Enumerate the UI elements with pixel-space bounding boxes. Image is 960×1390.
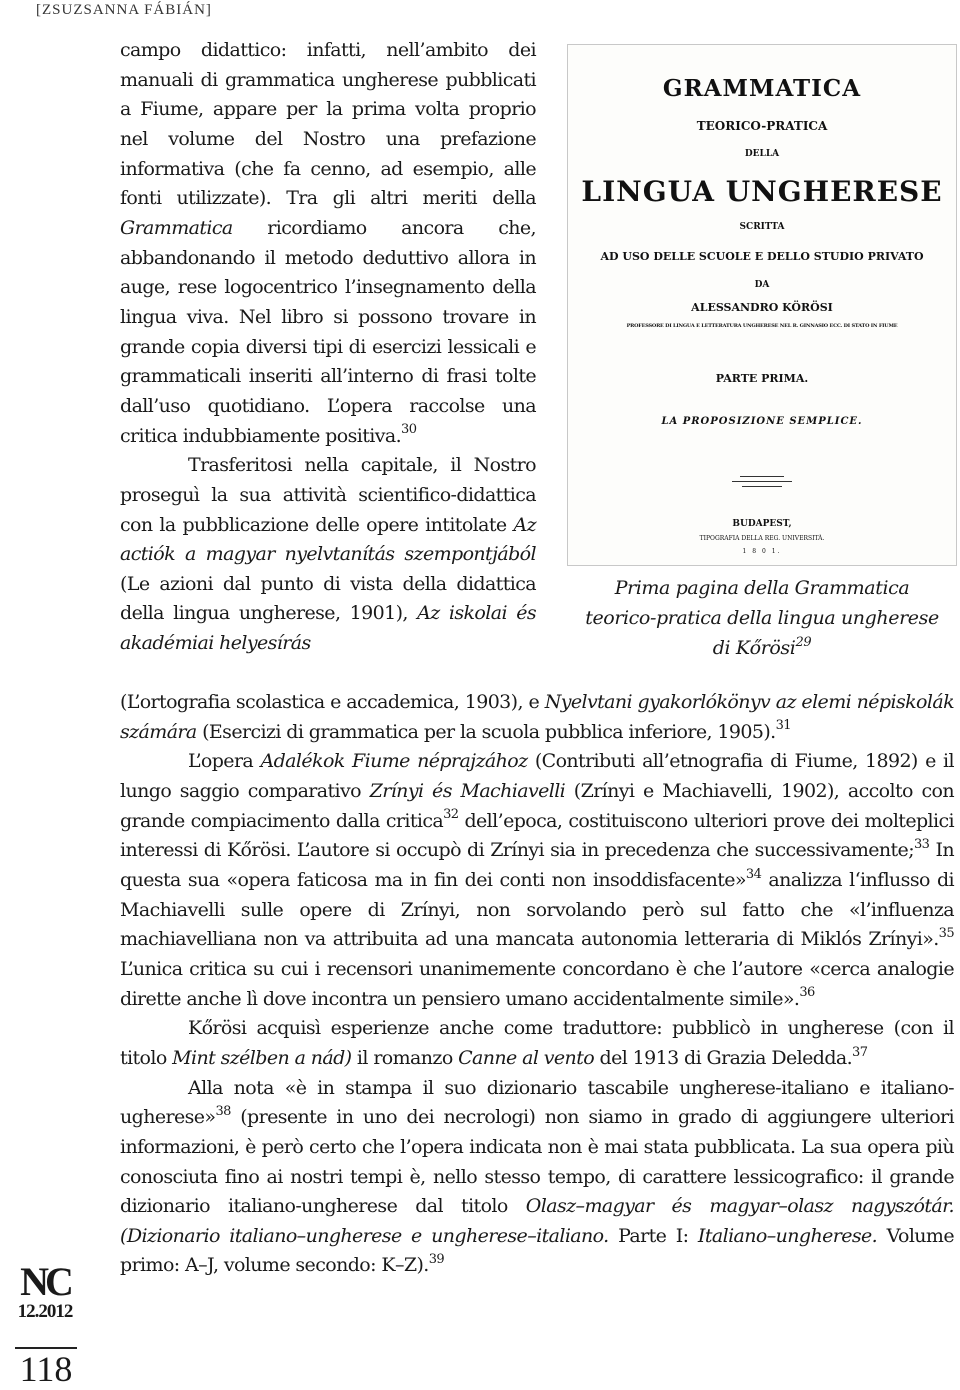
footnote-ref: 30 <box>401 422 417 438</box>
scan-ornament-rule <box>740 476 784 477</box>
left-column <box>120 36 536 659</box>
journal-issue: 12.2012 <box>17 1301 73 1322</box>
footnote-ref: 38 <box>215 1103 231 1119</box>
running-header: [ZSUZSANNA FÁBIÁN] <box>36 2 212 18</box>
scan-part-subject: LA PROPOSIZIONE SEMPLICE. <box>661 416 863 427</box>
scan-author: ALESSANDRO KÖRÖSI <box>691 301 833 314</box>
scan-ornament-rule <box>732 481 792 482</box>
page-number: 118 <box>19 1349 73 1389</box>
figure-caption <box>578 573 946 663</box>
scan-purpose: AD USO DELLE SCUOLE E DELLO STUDIO PRIVATO <box>600 250 924 263</box>
scan-ornament-rule <box>742 486 782 487</box>
journal-logo-name: NC <box>20 1259 70 1304</box>
paragraph: Kőrösi acquisì esperienze anche come traduttore: pubblicò in ungherese (con il titolo Mint szélben a nád) il romanzo Canne al vento del 1913 di Grazia Deledda.$^{37}$ <box>120 1017 954 1069</box>
main-text-column <box>120 688 954 1281</box>
footnote-ref: 33 <box>914 836 930 852</box>
scan-da: DA <box>754 280 770 290</box>
scan-subtitle: TEORICO-PRATICA <box>696 119 828 133</box>
scan-city: BUDAPEST, <box>732 519 792 529</box>
paragraph: Trasferitosi nella capitale, il Nostro proseguì la sua attività scientifico-didattica con la pubblicazione delle opere intitolate Az actiók a magyar nyelvtanítás szempontjából (Le azioni dal punto di vista della didattica della lingua ungherese, 1901), Az iskolai és akadémiai helyesírás <box>120 454 536 655</box>
paragraph: Alla nota «è in stampa il suo dizionario tascabile ungherese-italiano e italiano-ugherese»$^{38}$ (presente in uno dei necrologi) non siamo in grado di aggiungere ulteriori informazioni, è però certo che l’opera indicata non è mai stata pubblicata. La sua opera più conosciuta fino ai nostri tempi è, nello stesso tempo, di carattere lessicografico: il grande dizionario italiano-ungherese dal titolo Olasz–magyar és magyar–olasz nagyszótár. (Dizionario italiano–ungherese e ungherese–italiano. Parte I: Italiano–ungherese. Volume primo: A–J, volume secondo: K–Z).$^{39}$ <box>120 1076 954 1277</box>
paragraph: L’opera Adalékok Fiume néprajzához (Contributi all’etnografia di Fiume, 1892) e il lungo saggio comparativo Zrínyi és Machiavelli (Zrínyi e Machiavelli, 1902), accolto con grande compiacimento dalla critica$^{32}$ dell’epoca, costituiscono ulteriori prove dei molteplici interessi di Kőrösi. L’autore si occupò di Zrínyi sia in precedenza che successivamente;$^{33}$ In questa sua «opera faticosa ma in fin dei conti non insoddisfacente»$^{34}$ analizza l‘influsso di Machiavelli sulle opere di Zrínyi, non sorvolando però sul fatto che «l’influenza machiavelliana non va attribuita ad una mancata autonomia letteraria di Miklós Zrínyi».$^{35}$ L’unica critica su cui i recensori unanimemente concordano è che l’autore «cerca analogie dirette anche lì dove incontra un pensiero umano accidentalmente simile».$^{36}$ <box>120 750 955 1010</box>
footnote-ref: 34 <box>745 866 762 882</box>
scan-part: PARTE PRIMA. <box>715 372 809 385</box>
paragraph-continuation: (L’ortografia scolastica e accademica, 1903), e Nyelvtani gyakorlókönyv az elemi népiskolák számára (Esercizi di grammatica per la scuola pubblica inferiore, 1905).$^{31}$ <box>120 691 954 743</box>
book-title-page-image <box>567 44 957 566</box>
footnote-ref: 29 <box>795 634 812 650</box>
footnote-ref: 32 <box>443 807 459 823</box>
footnote-ref: 36 <box>799 985 815 1001</box>
scan-year: 1 8 0 1. <box>742 548 782 555</box>
scan-language: LINGUA UNGHERESE <box>581 175 943 208</box>
scan-scritta: SCRITTA <box>739 222 785 232</box>
footnote-ref: 37 <box>852 1044 868 1060</box>
caption-text: Prima pagina della Grammatica teorico-pratica della lingua ungherese di Kőrösi <box>585 577 939 659</box>
footnote-ref: 35 <box>938 925 954 941</box>
scan-printer: TIPOGRAFIA DELLA REG. UNIVERSITÀ. <box>699 535 825 542</box>
footnote-ref: 31 <box>775 718 791 734</box>
scan-author-role: PROFESSORE DI LINGUA E LETTERATURA UNGHERESE NEL R. GINNASIO ECC. DI STATO IN FIUME <box>626 323 898 329</box>
journal-logo <box>16 1259 74 1322</box>
scan-title: GRAMMATICA <box>662 75 862 102</box>
scan-della: DELLA <box>744 149 780 159</box>
paragraph: campo didattico: infatti, nell’ambito dei manuali di grammatica ungherese pubblicati a Fiume, appare per la prima volta proprio nel volume del Nostro una prefazione informativa (che fa cenno, ad esempio, alle fonti utilizzate). Tra gli altri meriti della Grammatica ricordiamo ancora che, abbandonando il metodo deduttivo allora in auge, rese logocentrico l’insegnamento della lingua viva. Nel libro si possono trovare in grande copia diversi tipi di esercizi lessicali e grammaticali inseriti all’interno di frasi tolte dall’uso quotidiano. L’opera raccolse una critica indubbiamente positiva.$^{30}$ <box>120 39 536 447</box>
footnote-ref: 39 <box>428 1252 445 1268</box>
